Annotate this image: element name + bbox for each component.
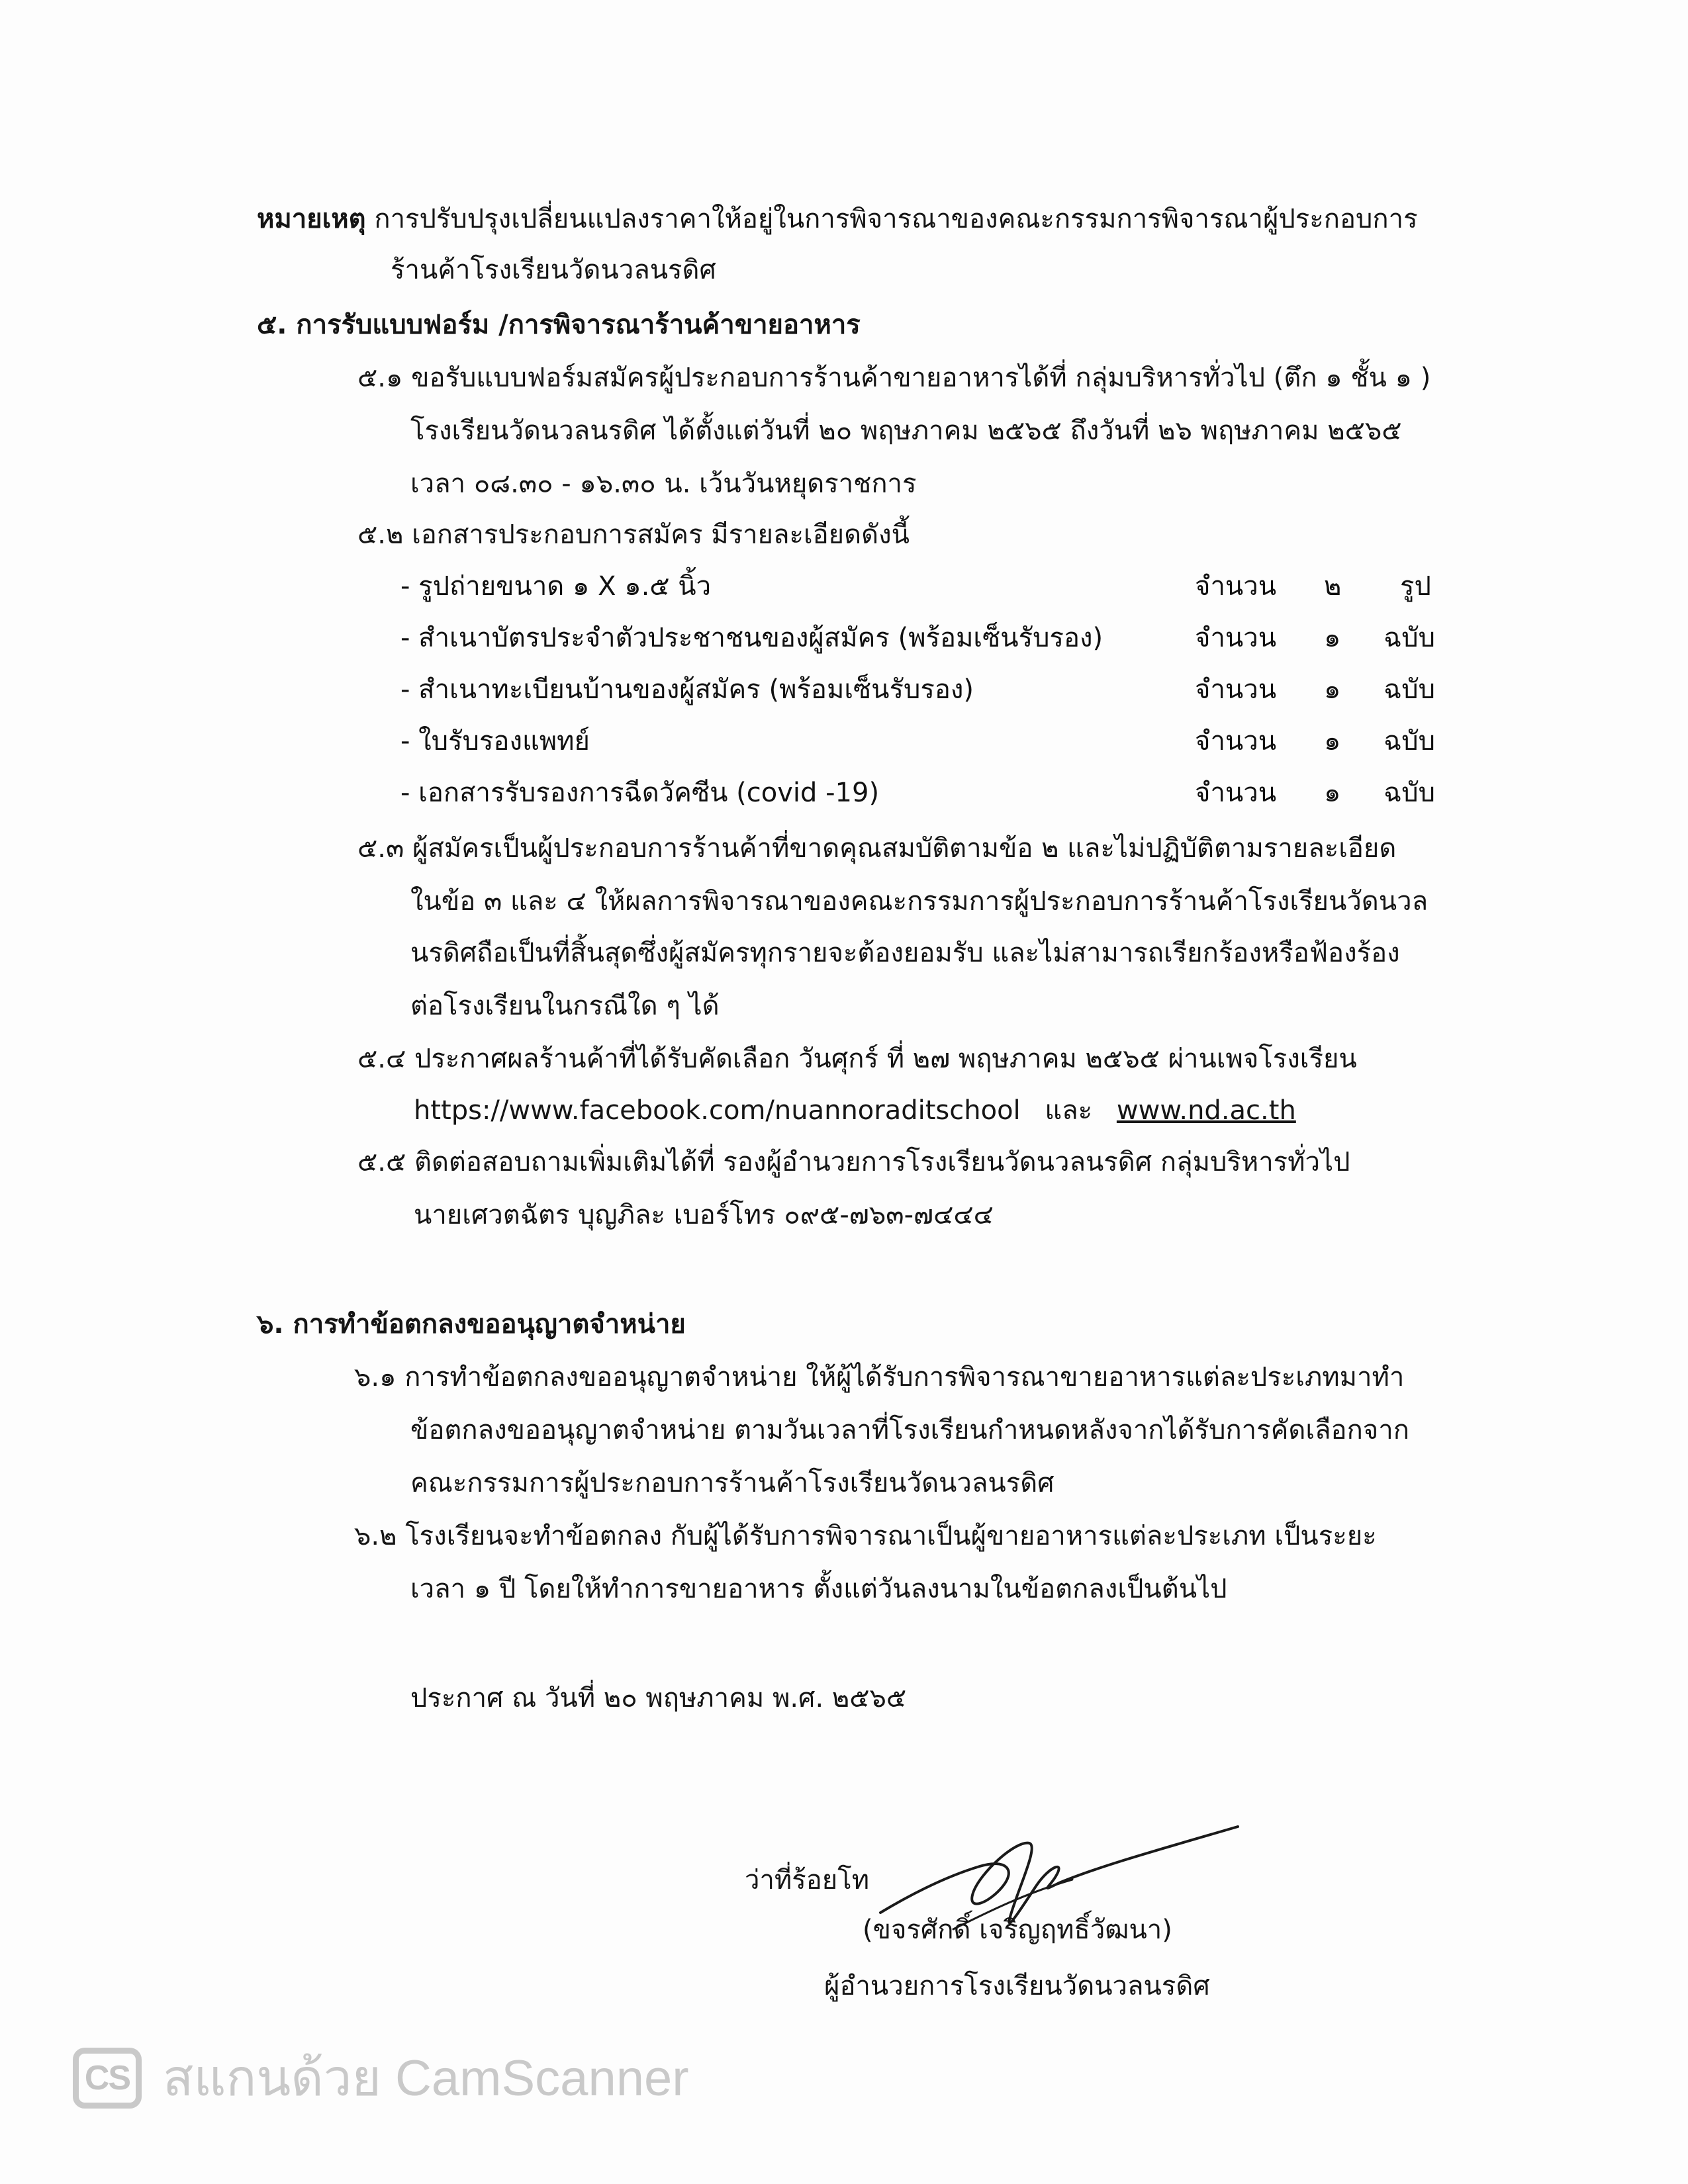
website-link[interactable]: www.nd.ac.th (1116, 1095, 1296, 1126)
document-item-name: - สำเนาบัตรประจำตัวประชาชนของผู้สมัคร (พร้อมเซ็นรับรอง) (400, 623, 1103, 653)
note-line-2: ร้านค้าโรงเรียนวัดนวลนรดิศ (391, 255, 716, 285)
document-item-qty: ๒ (1324, 571, 1342, 602)
s54-line-2 (414, 1093, 1296, 1128)
signer-rank: ว่าที่ร้อยโท (745, 1865, 870, 1895)
and-text: และ (1045, 1095, 1093, 1126)
s53-line-3: นรดิศถือเป็นที่สิ้นสุดซึ่งผู้สมัครทุกรายจะต้องยอมรับ และไม่สามารถเรียกร้องหรือฟ้องร้อง (410, 938, 1400, 968)
announcement-date: ประกาศ ณ วันที่ ๒๐ พฤษภาคม พ.ศ. ๒๕๖๕ (410, 1683, 907, 1713)
document-item-unit: ฉบับ (1383, 674, 1436, 705)
facebook-link[interactable]: https://www.facebook.com/nuannoraditschool (414, 1095, 1021, 1126)
document-item-name: - เอกสารรับรองการฉีดวัคซีน (covid -19) (400, 778, 880, 808)
document-item-unit: รูป (1400, 571, 1431, 602)
note-line-1 (257, 202, 1418, 236)
document-item-name: - ใบรับรองแพทย์ (400, 726, 590, 756)
s52-heading: ๕.๒ เอกสารประกอบการสมัคร มีรายละเอียดดังนี้ (357, 520, 910, 550)
document-item-qty: ๑ (1324, 778, 1341, 808)
document-item-qty-label: จำนวน (1195, 623, 1277, 653)
camscanner-logo-icon: CS (73, 2048, 142, 2109)
document-item-qty: ๑ (1324, 726, 1341, 756)
s55-line-1: ๕.๕ ติดต่อสอบถามเพิ่มเติมได้ที่ รองผู้อำนวยการโรงเรียนวัดนวลนรดิศ กลุ่มบริหารทั่วไป (357, 1147, 1350, 1177)
document-item-name: - สำเนาทะเบียนบ้านของผู้สมัคร (พร้อมเซ็นรับรอง) (400, 674, 974, 705)
document-item-qty-label: จำนวน (1195, 571, 1277, 602)
s51-line-1: ๕.๑ ขอรับแบบฟอร์มสมัครผู้ประกอบการร้านค้าขายอาหารได้ที่ กลุ่มบริหารทั่วไป (ตึก ๑ ชั้น ๑ ) (357, 363, 1431, 393)
document-item-unit: ฉบับ (1383, 778, 1436, 808)
s62-line-2: เวลา ๑ ปี โดยให้ทำการขายอาหาร ตั้งแต่วันลงนามในข้อตกลงเป็นต้นไป (410, 1574, 1227, 1604)
document-item (400, 776, 1460, 813)
document-item-name: - รูปถ่ายขนาด ๑ X ๑.๕ นิ้ว (400, 571, 712, 602)
signer-position: ผู้อำนวยการโรงเรียนวัดนวลนรดิศ (824, 1971, 1210, 2001)
document-item (400, 724, 1460, 761)
s51-line-3: เวลา ๐๘.๓๐ - ๑๖.๓๐ น. เว้นวันหยุดราชการ (410, 469, 917, 499)
camscanner-watermark (73, 2042, 689, 2115)
note-label: หมายเหตุ (257, 204, 366, 234)
camscanner-text: สแกนด้วย CamScanner (163, 2050, 689, 2107)
s62-line-1: ๖.๒ โรงเรียนจะทำข้อตกลง กับผู้ได้รับการพิจารณาเป็นผู้ขายอาหารแต่ละประเภท เป็นระยะ (354, 1521, 1377, 1551)
document-item-qty-label: จำนวน (1195, 674, 1277, 705)
s54-line-1: ๕.๔ ประกาศผลร้านค้าที่ได้รับคัดเลือก วันศุกร์ ที่ ๒๗ พฤษภาคม ๒๕๖๕ ผ่านเพจโรงเรียน (357, 1044, 1357, 1074)
s53-line-2: ในข้อ ๓ และ ๔ ให้ผลการพิจารณาของคณะกรรมการผู้ประกอบการร้านค้าโรงเรียนวัดนวล (410, 886, 1429, 917)
document-item (400, 672, 1460, 709)
s61-line-2: ข้อตกลงขออนุญาตจำหน่าย ตามวันเวลาที่โรงเรียนกำหนดหลังจากได้รับการคัดเลือกจาก (410, 1415, 1409, 1445)
s53-line-1: ๕.๓ ผู้สมัครเป็นผู้ประกอบการร้านค้าที่ขาดคุณสมบัติตามข้อ ๒ และไม่ปฏิบัติตามรายละเอียด (357, 833, 1397, 864)
document-item-qty-label: จำนวน (1195, 726, 1277, 756)
signer-name: (ขจรศักดิ์ เจริญฤทธิ์วัฒนา) (863, 1915, 1172, 1945)
s53-line-4: ต่อโรงเรียนในกรณีใด ๆ ได้ (410, 991, 720, 1021)
s61-line-3: คณะกรรมการผู้ประกอบการร้านค้าโรงเรียนวัดนวลนรดิศ (410, 1468, 1055, 1498)
document-item (400, 621, 1460, 658)
s51-line-2: โรงเรียนวัดนวลนรดิศ ได้ตั้งแต่วันที่ ๒๐ พฤษภาคม ๒๕๖๕ ถึงวันที่ ๒๖ พฤษภาคม ๒๕๖๕ (410, 416, 1402, 446)
document-item-qty-label: จำนวน (1195, 778, 1277, 808)
section-5-heading: ๕. การรับแบบฟอร์ม /การพิจารณาร้านค้าขายอาหาร (257, 310, 861, 340)
document-item-qty: ๑ (1324, 623, 1341, 653)
document-item-unit: ฉบับ (1383, 726, 1436, 756)
s61-line-1: ๖.๑ การทำข้อตกลงขออนุญาตจำหน่าย ให้ผู้ได้รับการพิจารณาขายอาหารแต่ละประเภทมาทำ (354, 1362, 1405, 1392)
note-text-1: การปรับปรุงเปลี่ยนแปลงราคาให้อยู่ในการพิจารณาของคณะกรรมการพิจารณาผู้ประกอบการ (374, 204, 1418, 234)
document-item-unit: ฉบับ (1383, 623, 1436, 653)
document-item (400, 569, 1460, 606)
s55-line-2: นายเศวตฉัตร บุญภิละ เบอร์โทร ๐๙๕-๗๖๓-๗๔๔๔ (414, 1200, 994, 1230)
document-item-qty: ๑ (1324, 674, 1341, 705)
section-6-heading: ๖. การทำข้อตกลงขออนุญาตจำหน่าย (257, 1309, 686, 1340)
